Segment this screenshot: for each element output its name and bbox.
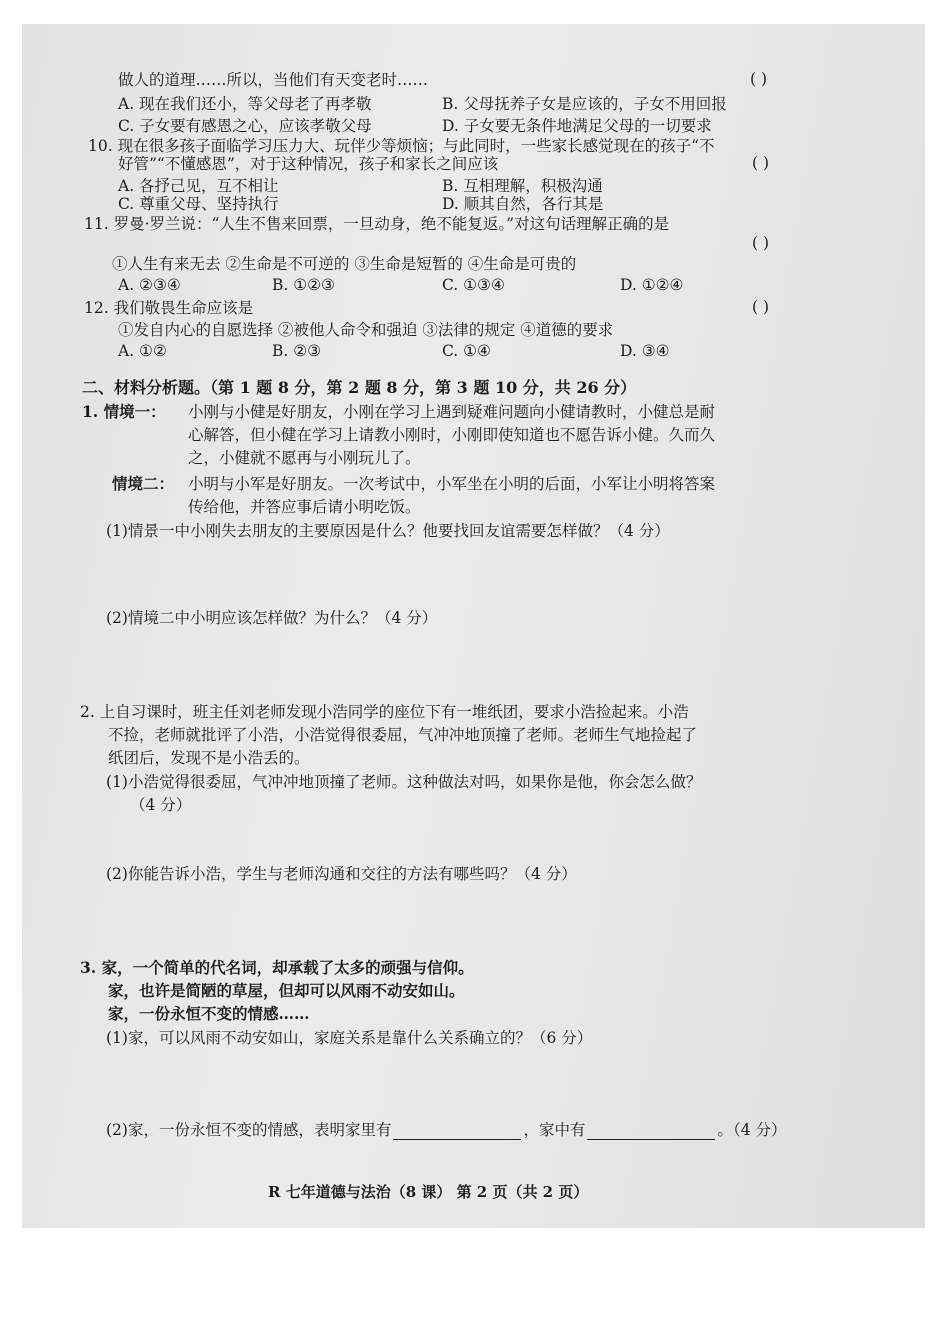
m3-question1: (1)家，可以风雨不动安如山，家庭关系是靠什么关系确立的？（6 分） [106, 1029, 593, 1047]
q11-answer-paren: ( ) [752, 234, 770, 252]
q10-option-a: A. 各抒己见，互不相让 [118, 177, 279, 195]
m1-scenario2-line1: 小明与小军是好朋友。一次考试中，小军坐在小明的后面，小军让小明将答案 [188, 475, 716, 493]
page-footer: R 七年道德与法治（8 课） 第 2 页（共 2 页） [268, 1183, 589, 1201]
q12-stem: 12. 我们敬畏生命应该是 [84, 299, 254, 317]
m3-line3: 家，一份永恒不变的情感…… [108, 1004, 310, 1023]
q12-option-c: C. ①④ [442, 342, 491, 360]
m2-question1-score: （4 分） [130, 796, 192, 814]
m2-line3: 纸团后，发现不是小浩丢的。 [108, 749, 310, 767]
m3-question2-part-c: 。（4 分） [717, 1121, 787, 1139]
q10-option-b: B. 互相理解，积极沟通 [442, 177, 603, 195]
m2-line2: 不捡，老师就批评了小浩，小浩觉得很委屈，气冲冲地顶撞了老师。老师生气地捡起了 [108, 726, 698, 744]
m1-scenario2-label: 情境二： [112, 474, 175, 493]
m3-question2 [106, 1120, 787, 1140]
m3-answer-blank-1[interactable] [393, 1123, 521, 1140]
section-two-heading: 二、材料分析题。（第 1 题 8 分，第 2 题 8 分，第 3 题 10 分，共 26 分） [82, 378, 637, 397]
m3-question2-part-a: (2)家，一份永恒不变的情感，表明家里有 [106, 1121, 392, 1139]
m1-scenario1-line1: 小刚与小健是好朋友，小刚在学习上遇到疑难问题向小健请教时，小健总是耐 [188, 403, 716, 421]
q9-option-b: B. 父母抚养子女是应该的，子女不用回报 [442, 95, 727, 113]
q9-option-d: D. 子女要无条件地满足父母的一切要求 [442, 117, 712, 135]
q11-statements: ①人生有来无去 ②生命是不可逆的 ③生命是短暂的 ④生命是可贵的 [112, 255, 577, 273]
q9-answer-paren: ( ) [750, 70, 768, 88]
q12-option-a: A. ①② [118, 342, 167, 360]
q9-stem-tail: 做人的道理……所以，当他们有天变老时…… [118, 71, 429, 89]
m2-question2: (2)你能告诉小浩，学生与老师沟通和交往的方法有哪些吗？（4 分） [106, 865, 577, 883]
q9-option-c: C. 子女要有感恩之心，应该孝敬父母 [118, 117, 372, 135]
q11-option-c: C. ①③④ [442, 276, 505, 294]
q12-answer-paren: ( ) [752, 298, 770, 316]
m1-question1: (1)情景一中小刚失去朋友的主要原因是什么？他要找回友谊需要怎样做？（4 分） [106, 522, 670, 540]
m1-scenario2-line2: 传给他，并答应事后请小明吃饭。 [188, 498, 421, 516]
m3-line2: 家，也许是简陋的草屋，但却可以风雨不动安如山。 [108, 981, 465, 1000]
q9-option-a: A. 现在我们还小，等父母老了再孝敬 [118, 95, 372, 113]
q11-option-a: A. ②③④ [118, 276, 181, 294]
exam-paper [22, 24, 925, 1228]
q10-option-d: D. 顺其自然，各行其是 [442, 195, 604, 213]
m2-line1: 2. 上自习课时，班主任刘老师发现小浩同学的座位下有一堆纸团，要求小浩捡起来。小浩 [80, 703, 689, 721]
m1-scenario1-line3: 之，小健就不愿再与小刚玩儿了。 [188, 449, 421, 467]
m3-line1: 3. 家，一个简单的代名词，却承载了太多的顽强与信仰。 [80, 958, 474, 977]
q10-stem-line2: 好管”“不懂感恩”，对于这种情况，孩子和家长之间应该 [118, 155, 499, 173]
q12-option-d: D. ③④ [620, 342, 670, 360]
m1-scenario1-line2: 心解答，但小健在学习上请教小刚时，小刚即使知道也不愿告诉小健。久而久 [188, 426, 716, 444]
q10-stem-line1: 10. 现在很多孩子面临学习压力大、玩伴少等烦恼；与此同时，一些家长感觉现在的孩子“不 [88, 137, 715, 155]
q11-option-d: D. ①②④ [620, 276, 684, 294]
q11-option-b: B. ①②③ [272, 276, 335, 294]
m1-question2: (2)情境二中小明应该怎样做？为什么？（4 分） [106, 609, 438, 627]
q12-option-b: B. ②③ [272, 342, 322, 360]
q10-answer-paren: ( ) [752, 154, 770, 172]
m2-question1: (1)小浩觉得很委屈，气冲冲地顶撞了老师。这种做法对吗，如果你是他，你会怎么做？ [106, 773, 702, 791]
q10-option-c: C. 尊重父母、坚持执行 [118, 195, 279, 213]
q11-stem: 11. 罗曼·罗兰说：“人生不售来回票，一旦动身，绝不能复返。”对这句话理解正确的是 [84, 215, 670, 233]
m3-question2-part-b: ，家中有 [523, 1121, 586, 1139]
m3-answer-blank-2[interactable] [587, 1123, 715, 1140]
q12-statements: ①发自内心的自愿选择 ②被他人命令和强迫 ③法律的规定 ④道德的要求 [118, 321, 614, 339]
m1-scenario1-label: 1. 情境一： [82, 402, 166, 421]
